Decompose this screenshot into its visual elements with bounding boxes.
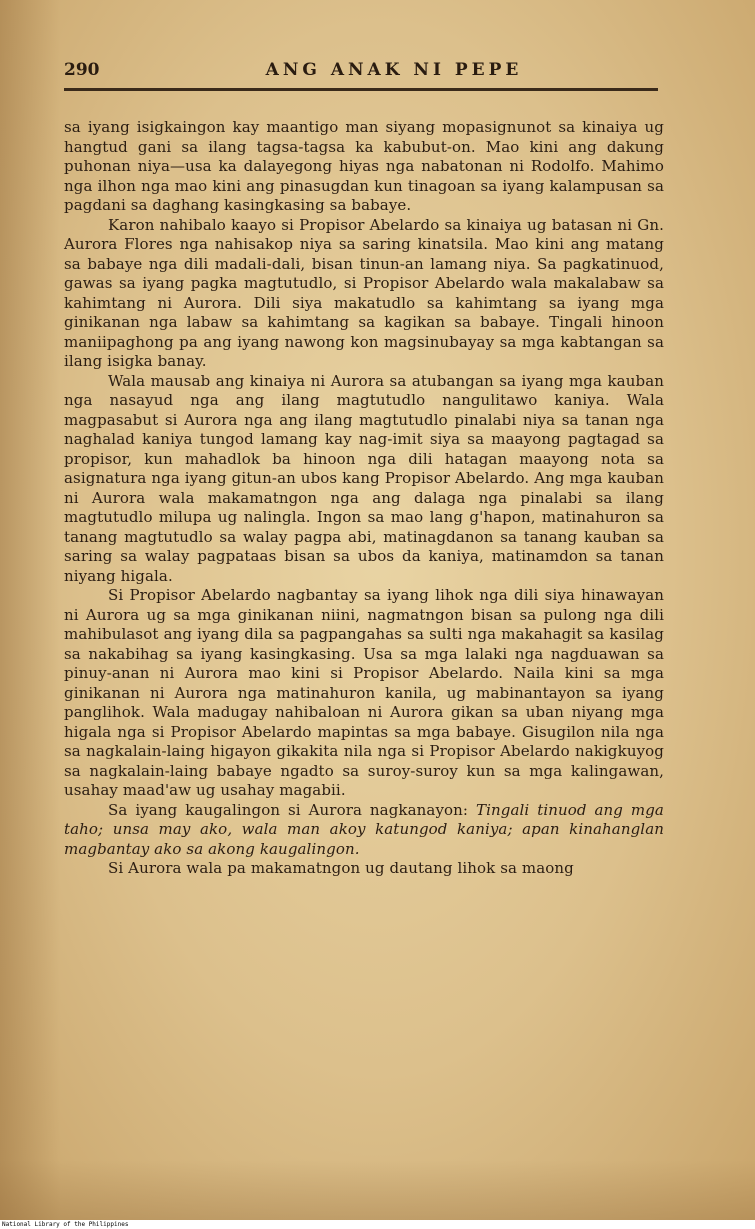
paragraph-1: sa iyang isigkaingon kay maantigo man siyang mopasignunot sa kinaiya ug hangtud gani sa ilang tagsa-tagsa ka kabubut-on. Mao kini ang dakung puhonan niya—usa ka dalayegong hiyas nga nabatonan ni Rodolfo. Mahimo nga ilhon nga mao kini ang pinasugdan kun tinagoan sa iyang kalampusan sa pagdani sa daghang kasingkasing sa babaye. (64, 118, 664, 214)
library-credit: National Library of the Philippines (2, 1221, 129, 1228)
page-header (64, 60, 664, 84)
running-title: ANG ANAK NI PEPE (265, 60, 523, 80)
paragraph-6: Si Aurora wala pa makamatngon ug dautang lihok sa maong (108, 859, 574, 877)
paragraph-5 (64, 801, 664, 860)
paragraph-2: Karon nahibalo kaayo si Propisor Abelardo sa kinaiya ug batasan ni Gn. Aurora Flores nga nahisakop niya sa saring kinatsila. Mao kini ang matang sa babaye nga dili madali-dali, bisan tinun-an lamang niya. Sa pagkatinuod, gawas sa iyang pagka magtutudlo, si Propisor Abelardo wala makalabaw sa kahimtang ni Aurora. Dili siya makatudlo sa kahimtang sa iyang mga ginikanan nga labaw sa kahimtang sa kagikan sa babaye. Tingali hinoon maniipaghong pa ang iyang nawong kon magsinubayay sa mga kabtangan sa ilang isigka banay. (64, 215, 664, 370)
paragraph-3: Wala mausab ang kinaiya ni Aurora sa atubangan sa iyang mga kauban nga nasayud nga ang ilang magtutudlo nangulitawo kaniya. Wala magpasabut si Aurora nga ang ilang magtutudlo pinalabi niya sa tanan nga naghalad kaniya tungod lamang kay nag-imit siya sa maayong pagtagad sa propisor, kun mahadlok ba hinoon nga dili hatagan maayong nota sa asignatura nga iyang gitun-an ubos kang Propisor Abelardo. Ang mga kauban ni Aurora wala makamatngon nga ang dalaga nga pinalabi sa ilang magtutudlo milupa ug nalingla. Ingon sa mao lang g'hapon, matinahuron sa tanang magtutudlo sa walay pagpa abi, matinagdanon sa tanang kauban sa saring sa walay pagpataas bisan sa ubos da kaniya, matinamdon sa tanan niyang higala. (64, 371, 664, 585)
body-text (64, 118, 664, 879)
page-shadow-left (0, 0, 60, 1220)
paragraph-4: Si Propisor Abelardo nagbantay sa iyang lihok nga dili siya hinawayan ni Aurora ug sa mga ginikanan niini, nagmatngon bisan sa pulong nga dili mahibulasot ang iyang dila sa pagpangahas sa sulti nga makahagit sa kasilag sa nakabihag sa iyang kasingkasing. Usa sa mga lalaki nga nagduawan sa pinuy-anan ni Aurora mao kini si Propisor Abelardo. Naila kini sa mga ginikanan ni Aurora nga matinahuron kanila, ug mabinantayon sa iyang panglihok. Wala madugay nahibaloan ni Aurora gikan sa uban niyang mga higala nga si Propisor Abelardo mapintas sa mga babaye. Gisugilon nila nga sa nagkalain-laing higayon gikakita nila nga si Propisor Abelardo nakigkuyog sa nagkalain-laing babaye ngadto sa suroy-suroy kun sa mga kalingawan, usahay maad'aw ug usahay magabii. (64, 586, 664, 799)
closing-italic: Tingali tinuod ang mga taho; unsa may ako, wala man akoy katungod kaniya; apan kinahanglan magbantay ako sa akong kaugalingon. (64, 800, 664, 858)
page-shadow-bottom (0, 1160, 755, 1220)
page-number: 290 (64, 60, 100, 80)
closing-lead: Sa iyang kaugalingon si Aurora nagkanayon: (108, 800, 476, 819)
header-rule (64, 88, 658, 91)
